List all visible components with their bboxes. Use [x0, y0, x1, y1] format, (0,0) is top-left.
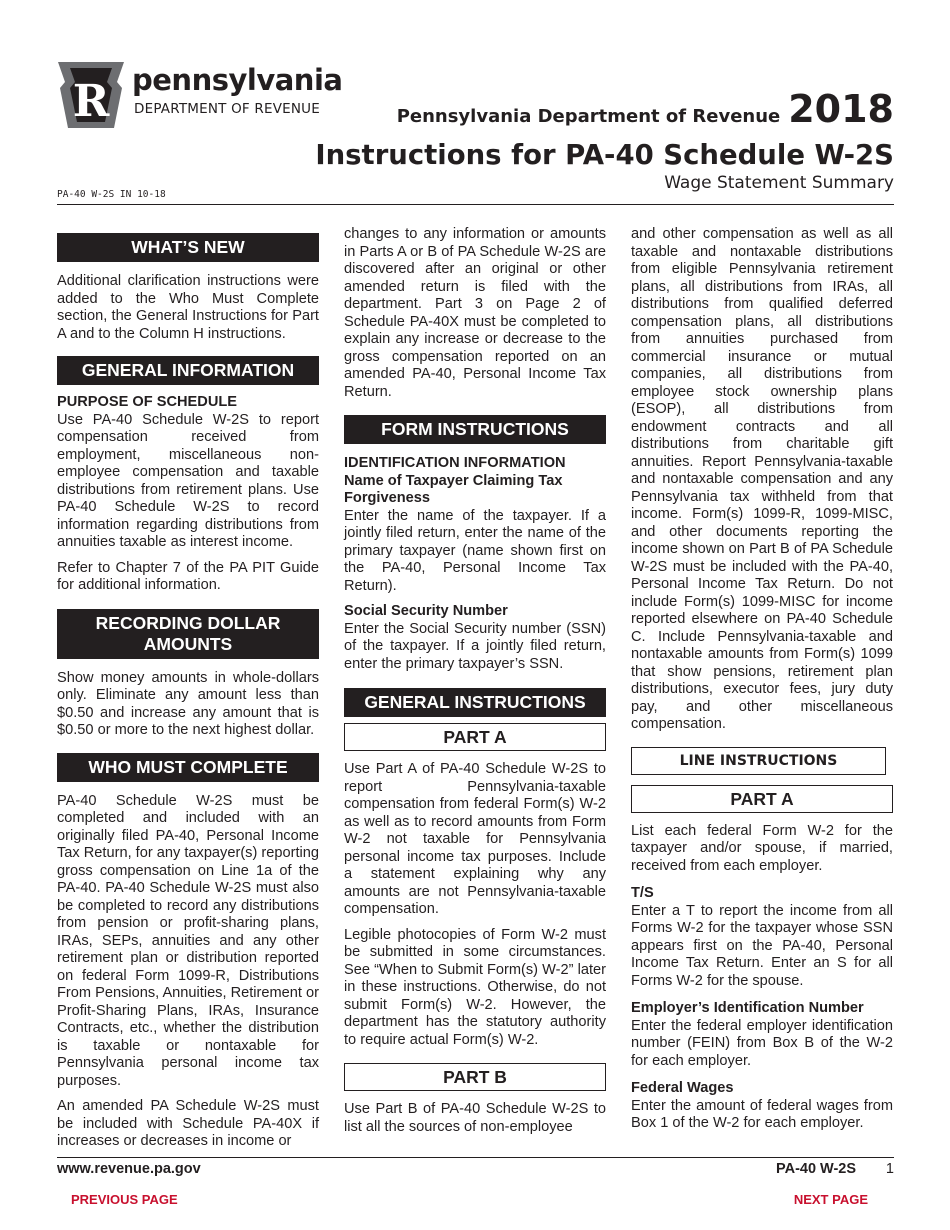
general-information-heading: GENERAL INFORMATION: [57, 356, 319, 385]
federal-wages-text: Enter the amount of federal wages from Box 1 of the W-2 for each employer.: [631, 1097, 893, 1131]
purpose-text: Use PA-40 Schedule W-2S to report compensation received from employment, miscellaneous non-employee compensation and taxable distributions from retirement plans. Use PA-40 Schedule W-2S to record information regarding distributions from annuities taxable as interest income.: [57, 411, 319, 550]
part-a-text: List each federal Form W-2 for the taxpayer and/or spouse, if married, received from each employer.: [631, 822, 893, 874]
general-instructions-heading: GENERAL INSTRUCTIONS: [344, 688, 606, 717]
header-divider: [57, 204, 894, 205]
taxpayer-name-text: Enter the name of the taxpayer. If a jointly filed return, enter the name of the primary taxpayer (name shown first on the PA-40, Personal Income Tax Return).: [344, 507, 606, 594]
svg-text:R: R: [72, 76, 110, 127]
part-b-text: Use Part B of PA-40 Schedule W-2S to list all the sources of non-employee: [344, 1101, 606, 1135]
form-revision-id: PA-40 W-2S IN 10-18: [57, 189, 166, 200]
next-page-link[interactable]: NEXT PAGE: [793, 1192, 868, 1207]
logo-wordmark: pennsylvania: [132, 63, 343, 97]
footer-form-name: PA-40 W-2S: [776, 1161, 857, 1177]
purpose-heading: PURPOSE OF SCHEDULE: [57, 394, 238, 410]
page-subtitle: Wage Statement Summary: [664, 173, 894, 193]
tax-year: 2018: [788, 87, 894, 131]
header-department-line: [396, 87, 894, 131]
taxpayer-name-heading: Name of Taxpayer Claiming Tax Forgiveness: [344, 472, 563, 506]
whats-new-text: Additional clarification instructions were added to the Who Must Complete section, the General Instructions for Part A and to the Column H instructions.: [57, 273, 319, 342]
part-a-heading: PART A: [631, 785, 893, 813]
page-number: 1: [885, 1161, 894, 1177]
part-b-heading: PART B: [344, 1063, 606, 1091]
column-3: [631, 226, 893, 1141]
line-instructions-heading: LINE INSTRUCTIONS: [631, 747, 886, 775]
previous-page-link[interactable]: PREVIOUS PAGE: [71, 1192, 178, 1207]
whats-new-heading: WHAT’S NEW: [57, 233, 319, 262]
employer-id-heading: Employer’s Identification Number: [631, 1000, 864, 1016]
ssn-text: Enter the Social Security number (SSN) of the taxpayer. If a jointly filed return, enter the primary taxpayer’s SSN.: [344, 620, 606, 672]
who-must-complete-text: PA-40 Schedule W-2S must be completed and included with an originally filed PA-40, Personal Income Tax Return, for any taxpayer(s) reporting gross compensation on Line 1a of the PA-40. PA-40 Schedule W-2S must also be completed to record any distributions from pension or profit-sharing plans, IRAs, SEPs, annuities and any other retirement plan or distribution reported on federal Form 1099-R, Distributions From Pensions, Annuities, Retirement or Profit-Sharing Plans, IRAs, Insurance Contracts, etc., whether the distribution is taxable or nontaxable for Pennsylvania personal income tax purposes.: [57, 792, 319, 1089]
continued-text: and other compensation as well as all taxable and nontaxable distributions from eligible Pennsylvania retirement plans, all distributions from IRAs, all distributions from qualified deferred compensation plans, all distributions from annuities purchased from commercial insurance or mutual companies, all distributions from employee stock ownership plans (ESOP), all distributions from endowment contracts and all distributions from charitable gift annuities. Report Pennsylvania-taxable and nontaxable compensation and any Pennsylvania tax withheld from that income. Form(s) 1099-R, 1099-MISC, and other documents reporting the income shown on Part B of PA Schedule W-2S must be included with the PA-40, Personal Income Tax Return. Do not include Form(s) 1099-MISC for income reported elsewhere on PA-40 Schedule C. Include Pennsylvania-taxable and nontaxable amounts from Form(s) 1099 that show pensions, retirement plan distributions, executor fees, jury duty pay, and other miscellaneous compensation.: [631, 226, 893, 732]
photocopies-text: Legible photocopies of Form W-2 must be submitted in some circumstances. See “When to Submit Form(s) W-2” later in these instructions. Otherwise, do not submit Form(s) W-2. However, the department has the statutory authority to require actual Form(s) W-2.: [344, 926, 606, 1048]
part-a-heading: PART A: [344, 723, 606, 751]
amended-text: An amended PA Schedule W-2S must be included with Schedule PA-40X if increases or decreases in income or: [57, 1098, 319, 1149]
ssn-heading: Social Security Number: [344, 603, 508, 619]
refer-text: Refer to Chapter 7 of the PA PIT Guide for additional information.: [57, 559, 319, 593]
who-must-complete-heading: WHO MUST COMPLETE: [57, 753, 319, 782]
recording-dollar-amounts-heading: RECORDING DOLLAR AMOUNTS: [57, 609, 319, 659]
form-instructions-heading: FORM INSTRUCTIONS: [344, 415, 606, 444]
part-a-text: Use Part A of PA-40 Schedule W-2S to report Pennsylvania-taxable compensation from federal Form(s) W-2 as well as to record amounts from Form W-2 not taxable for Pennsylvania personal income tax purposes. Include a statement explaining why any amounts are not Pennsylvania-taxable compensation.: [344, 761, 606, 917]
keystone-icon: [56, 60, 126, 130]
logo-department: DEPARTMENT OF REVENUE: [134, 101, 320, 117]
employer-id-text: Enter the federal employer identification number (FEIN) from Box B of the W-2 for each employer.: [631, 1017, 893, 1069]
ts-heading: T/S: [631, 885, 654, 901]
page-title: Instructions for PA-40 Schedule W-2S: [315, 139, 894, 171]
federal-wages-heading: Federal Wages: [631, 1080, 734, 1096]
website-url: www.revenue.pa.gov: [57, 1161, 201, 1177]
identification-information-heading: IDENTIFICATION INFORMATION: [344, 455, 566, 471]
footer-divider: [57, 1157, 894, 1158]
column-1: [57, 226, 319, 1159]
continued-text: changes to any information or amounts in Parts A or B of PA Schedule W-2S are discovered after an original or other amended return is filed with the department. Part 3 on Page 2 of Schedule PA-40X must be completed to explain any increase or decrease to the gross compensation reported on an amended PA-40, Personal Income Tax Return.: [344, 226, 606, 400]
ts-text: Enter a T to report the income from all Forms W-2 for the taxpayer whose SSN appears first on the PA-40, Personal Income Tax Return. Enter an S for all Forms W-2 for the spouse.: [631, 902, 893, 989]
organization-name: Pennsylvania Department of Revenue: [396, 106, 781, 127]
recording-text: Show money amounts in whole-dollars only. Eliminate any amount less than $0.50 and increase any amount that is $0.50 or more to the next highest dollar.: [57, 669, 319, 738]
column-2: [344, 226, 606, 1144]
pa-revenue-logo: [56, 60, 343, 130]
